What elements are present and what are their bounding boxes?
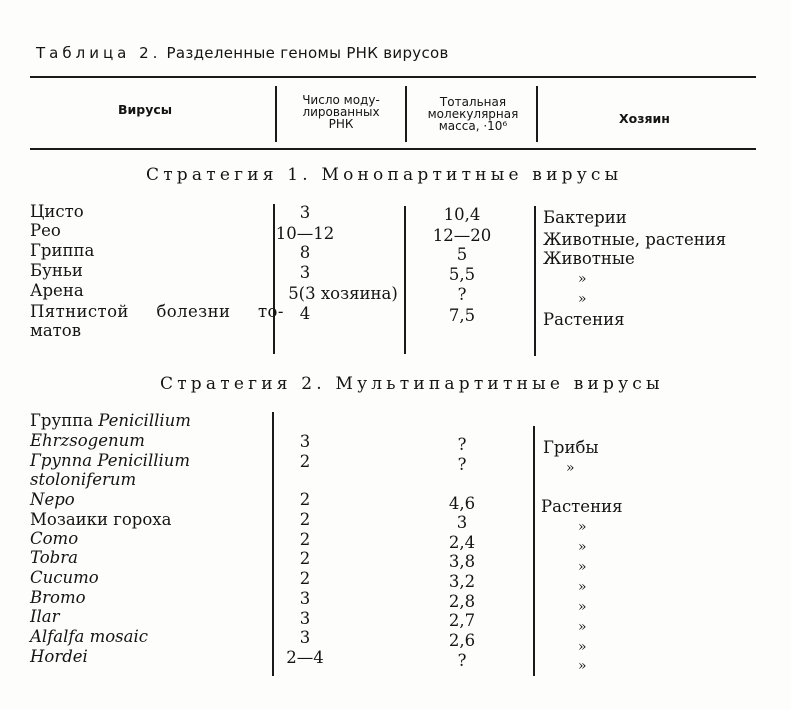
s1-virus: Цисто (30, 202, 84, 221)
strategy-1-title: Стратегия 1. Монопартитные вирусы (146, 165, 623, 185)
s1-mass: 10,4 (443, 205, 481, 224)
s2-count: 2 (299, 549, 311, 568)
s2-mass: 3,2 (448, 572, 476, 591)
s2-virus: Bromo (30, 588, 86, 607)
header-top-rule (30, 76, 756, 78)
s2-mass: 2,7 (448, 611, 476, 630)
header-mass-line-3: масса, ·10⁶ (438, 119, 508, 133)
strategy-2-title: Стратегия 2. Мультипартитные вирусы (160, 374, 664, 394)
s1-host: Бактерии (543, 208, 627, 227)
s2-virus: stoloniferum (30, 470, 137, 489)
header-count-line-1: Число моду- (302, 93, 380, 107)
table-caption (36, 44, 449, 62)
s1-mass: 12—20 (432, 226, 492, 245)
header-count-line-3: РНК (328, 117, 354, 131)
s1-host: Животные, растения (543, 230, 727, 249)
s1-virus: Рео (30, 221, 61, 240)
s2-count: 3 (299, 589, 311, 608)
s2-host: Грибы (543, 438, 599, 457)
s2-count: 2 (299, 510, 311, 529)
s2-host-ditto: » (578, 639, 587, 655)
s2-host-ditto: » (578, 519, 587, 535)
s1-count: 4 (299, 304, 311, 323)
s1-separator-3 (534, 206, 536, 356)
s1-mass: 5,5 (448, 265, 476, 284)
s2-count: 3 (299, 628, 311, 647)
s1-host-ditto: » (578, 271, 587, 287)
s2-host-ditto: » (578, 559, 587, 575)
s2-count: 3 (299, 432, 311, 451)
s1-count: 8 (299, 243, 311, 262)
s2-mass: ? (457, 455, 467, 474)
s2-virus-text: Группа Penicillium (30, 451, 191, 470)
table-caption-lead: Таблица 2. (36, 44, 162, 62)
header-bottom-rule (30, 148, 756, 150)
s2-host-ditto: » (578, 579, 587, 595)
s1-separator-2 (404, 206, 406, 354)
s2-host-ditto: » (578, 539, 587, 555)
s2-virus: Tobra (30, 548, 78, 567)
s2-virus: Cucumo (30, 568, 99, 587)
header-count-line-2: лированных (302, 105, 380, 119)
s2-mass: 3 (456, 513, 468, 532)
s1-count: 10—12 (275, 224, 335, 243)
s2-virus: Мозаики гороха (30, 510, 172, 529)
s1-mass: 5 (456, 245, 468, 264)
s2-virus: Ehrzsogenum (30, 431, 145, 450)
s2-virus: Como (30, 529, 79, 548)
s2-mass: ? (457, 651, 467, 670)
header-separator-3 (536, 86, 538, 142)
s1-host: Животные (543, 249, 635, 268)
s1-count: 5(3 хозяина) (288, 284, 398, 303)
s2-host: Растения (541, 497, 623, 516)
s2-mass: 4,6 (448, 494, 476, 513)
header-count (282, 94, 400, 130)
s2-virus: Nepo (30, 490, 75, 509)
s1-count: 3 (299, 263, 311, 282)
header-mass (410, 96, 536, 132)
header-mass-line-1: Тотальная (439, 95, 507, 109)
s2-count: 2 (299, 490, 311, 509)
s2-count: 2 (299, 569, 311, 588)
s1-virus: матов (30, 321, 82, 340)
s2-count: 2 (299, 530, 311, 549)
s1-mass: ? (457, 285, 467, 304)
s1-virus: Буньи (30, 261, 83, 280)
s2-mass: 2,8 (448, 592, 476, 611)
header-separator-1 (275, 86, 277, 142)
header-virus: Вирусы (118, 102, 173, 117)
s2-mass: 3,8 (448, 552, 476, 571)
s2-virus (30, 451, 190, 471)
s1-virus: Арена (30, 281, 84, 300)
s1-host-ditto: » (578, 291, 587, 307)
s2-virus: Alfalfa mosaic (30, 627, 149, 646)
s1-count: 3 (299, 203, 311, 222)
s2-mass: 2,4 (448, 533, 476, 552)
header-separator-2 (405, 86, 407, 142)
s2-host-ditto: » (578, 658, 587, 674)
s2-host-ditto: » (578, 599, 587, 615)
s2-virus: Hordei (30, 647, 88, 666)
s2-mass: ? (457, 435, 467, 454)
s2-virus: Группа Penicillium (30, 411, 191, 430)
s1-virus: Пятнистой болезни то- (30, 302, 284, 321)
s2-host-ditto: » (578, 619, 587, 635)
s2-host-ditto: » (566, 460, 575, 476)
table-caption-text: Разделенные геномы РНК вирусов (166, 44, 449, 62)
header-host: Хозяин (619, 111, 670, 126)
s2-count: 2 (299, 452, 311, 471)
s2-virus: Ilar (30, 607, 60, 626)
s2-mass: 2,6 (448, 631, 476, 650)
s2-count: 2—4 (286, 648, 324, 667)
s1-mass: 7,5 (448, 306, 476, 325)
s2-count: 3 (299, 609, 311, 628)
s1-host: Растения (543, 310, 625, 329)
header-mass-line-2: молекулярная (427, 107, 519, 121)
s2-separator-2 (533, 426, 535, 676)
s1-virus: Гриппа (30, 241, 95, 260)
